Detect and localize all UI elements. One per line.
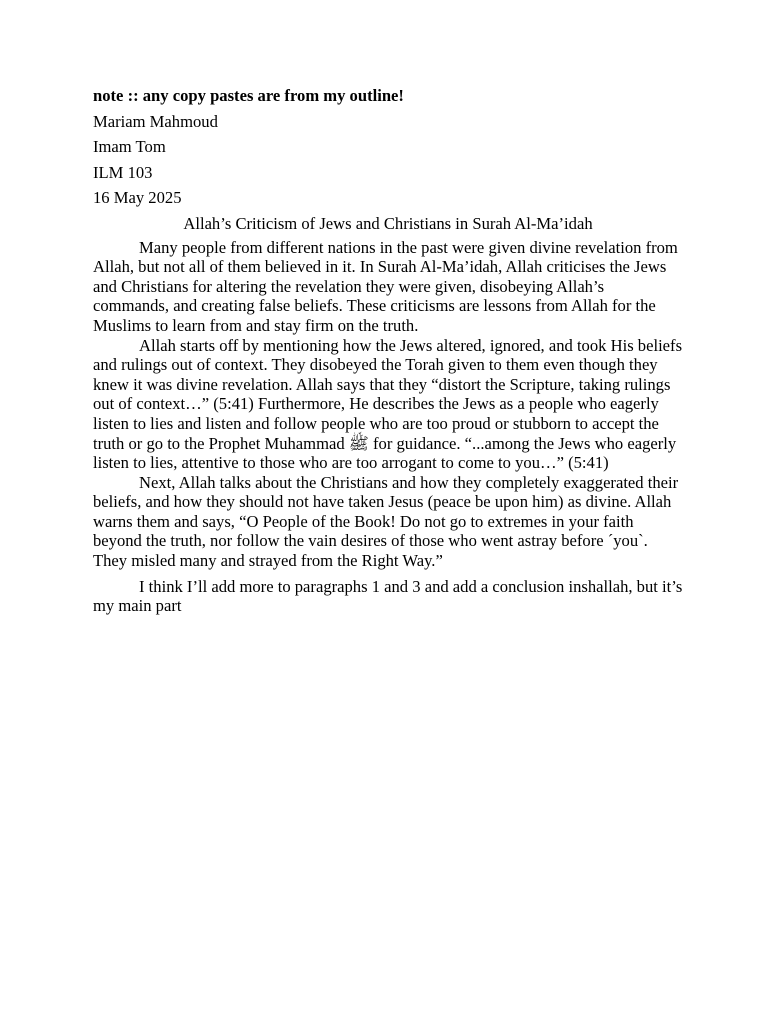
document-page: [93, 86, 683, 616]
instructor-name: Imam Tom: [93, 137, 166, 157]
paragraph-introduction: Many people from different nations in the past were given divine revelation from Allah, but not all of them believed in it. In Surah Al-Ma’idah, Allah criticises the Jews and Christians for altering the revelation they were given, disobeying Allah’s commands, and creating false beliefs. These criticisms are lessons from Allah for the Muslims to learn from and stay firm on the truth.: [93, 237, 678, 335]
paragraph-christians: Next, Allah talks about the Christians and how they completely exaggerated their beliefs, and how they should not have taken Jesus (peace be upon him) as divine. Allah warns them and says, “O People of the Book! Do not go to extremes in your faith beyond the truth, nor follow the vain desires of those who went astray before ˊyouˋ. They misled many and strayed from the Right Way.”: [93, 472, 679, 571]
paragraph-author-note: I think I’ll add more to paragraphs 1 and 3 and add a conclusion inshallah, but it’s my main part: [93, 576, 683, 616]
course-code: ILM 103: [93, 162, 153, 182]
student-name: Mariam Mahmoud: [93, 111, 218, 131]
essay-title: Allah’s Criticism of Jews and Christians in Surah Al-Ma’idah: [183, 213, 593, 233]
paragraph-jews: Allah starts off by mentioning how the Jews altered, ignored, and took His beliefs and rulings out of context. They disobeyed the Torah given to them even though they knew it was divine revelation. Allah says that they “distort the Scripture, taking rulings out of context…” (5:41) Furthermore, He describes the Jews as a people who eagerly listen to lies and listen and follow people who are too proud or stubborn to accept the truth or go to the Prophet Muhammad ﷺ for guidance. “...among the Jews who eagerly listen to lies, attentive to those who are too arrogant to come to you…” (5:41): [93, 335, 683, 473]
essay-date: 16 May 2025: [93, 188, 182, 208]
outline-note: note :: any copy pastes are from my outline!: [93, 86, 404, 105]
